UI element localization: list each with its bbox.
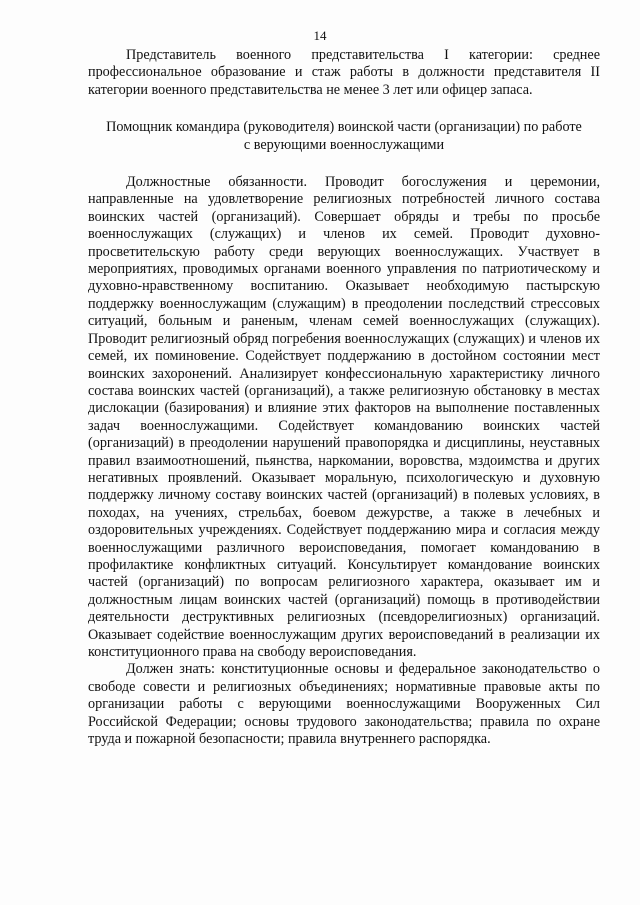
section-heading xyxy=(88,119,600,154)
section-heading-line-2: с верующими военнослужащими xyxy=(243,136,445,153)
page-number: 14 xyxy=(313,28,327,43)
duties-paragraph: Должностные обязанности. Проводит богослужения и церемонии, направленные на удовлетворение религиозных потребностей личного состава воинских частей (организаций). Совершает обряды и требы по просьбе военнослужащих (служащих) и членов их семей. Проводит духовно-просветительскую работу среди верующих военнослужащих. Участвует в мероприятиях, проводимых органами военного управления по патриотическому и духовно-нравственному воспитанию. Оказывает необходимую пастырскую поддержку военнослужащим (служащим) в преодолении последствий стрессовых ситуаций, больным и раненым, членам семей военнослужащих (служащих). Проводит религиозный обряд погребения военнослужащих (служащих) и членов их семей, их поминовение. Содействует поддержанию в достойном состоянии мест воинских захоронений. Анализирует конфессиональную характеристику личного состава воинских частей (организаций), а также религиозную обстановку в местах дислокации (базирования) и влияние этих факторов на выполнение поставленных задач военнослужащими. Содействует командованию воинских частей (организаций) в преодолении нарушений правопорядка и дисциплины, неуставных правил взаимоотношений, пьянства, наркомании, воровства, мздоимства и других негативных проявлений. Оказывает моральную, психологическую и духовную поддержку личному составу воинских частей (организаций) в полевых условиях, в походах, на учениях, стрельбах, боевом дежурстве, а также в лечебных и оздоровительных учреждениях. Содействует поддержанию мира и согласия между военнослужащими различного вероисповедания, помогает командованию в профилактике конфликтных ситуаций. Консультирует командование воинских частей (организаций) по вопросам религиозного характера, оказывает им и должностным лицам воинских частей (организаций) помощь в противодействии деятельности деструктивных религиозных (псевдорелигиозных) организаций. Оказывает содействие военнослужащим других вероисповеданий в реализации их конституционного права на свободу вероисповедания. xyxy=(88,174,600,660)
document-body xyxy=(88,47,600,748)
intro-paragraph: Представитель военного представительства I категории: среднее профессиональное образование и стаж работы в должности представителя II категории военного представительства не менее 3 лет или офицер запаса. xyxy=(88,47,600,98)
knowledge-paragraph: Должен знать: конституционные основы и федеральное законодательство о свободе совести и религиозных объединениях; нормативные правовые акты по организации работы с верующими военнослужащими Вооруженных Сил Российской Федерации; основы трудового законодательства; правила по охране труда и пожарной безопасности; правила внутреннего распорядка. xyxy=(88,661,600,748)
section-heading-line-1: Помощник командира (руководителя) воинской части (организации) по работе xyxy=(106,119,582,136)
